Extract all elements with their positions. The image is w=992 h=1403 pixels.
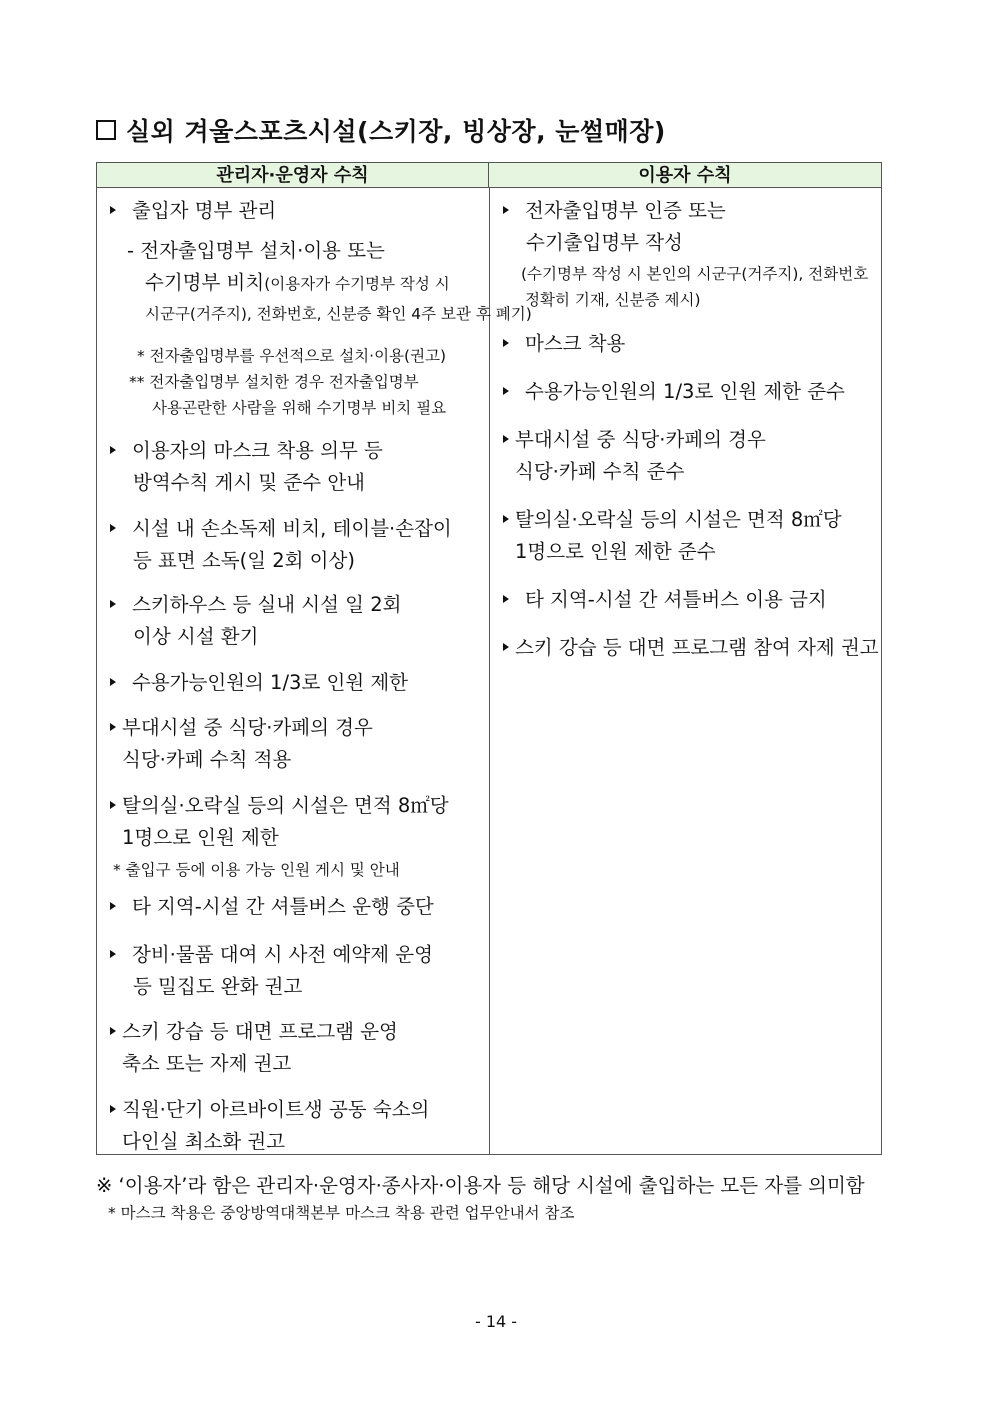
bullet-triangle-icon [110,801,116,809]
right-item-locker-room: 탈의실·오락실 등의 시설은 면적 8㎡당 1명으로 인원 제한 준수 [503,504,842,568]
bullet-triangle-icon [110,902,116,910]
left-item-ski-lessons: 스키 강습 등 대면 프로그램 운영 축소 또는 자제 권고 [110,1016,398,1080]
bullet-triangle-icon [110,524,116,532]
right-item-visitor-log: 전자출입명부 인증 또는 수기출입명부 작성 [503,195,726,259]
left-item-rental-reservation: 장비·물품 대여 시 사전 예약제 운영 등 밀집도 완화 권고 [110,939,433,1003]
bullet-triangle-icon [503,206,509,214]
bullet-triangle-icon [503,515,509,523]
left-subitem-retention: 시군구(거주지), 전화번호, 신분증 확인 4주 보관 후 폐기) [145,305,532,323]
checkbox-square-icon [96,120,116,140]
right-note-manual-log-1: (수기명부 작성 시 본인의 시군구(거주지), 전화번호 [521,265,869,283]
left-item-locker-room: 탈의실·오락실 등의 시설은 면적 8㎡당 1명으로 인원 제한 [110,790,449,854]
left-item-visitor-log: 출입자 명부 관리 [110,195,276,227]
column-divider [489,188,490,1154]
right-item-restaurant: 부대시설 중 식당·카페의 경우 식당·카페 수칙 준수 [503,424,766,488]
left-item-disinfection: 시설 내 손소독제 비치, 테이블·손잡이 등 표면 소독(일 2회 이상) [110,513,452,577]
bullet-triangle-icon [110,678,116,686]
right-item-capacity-limit: 수용가능인원의 1/3로 인원 제한 준수 [503,376,845,408]
left-item-capacity-limit: 수용가능인원의 1/3로 인원 제한 [110,667,408,699]
left-item-mask-notice: 이용자의 마스크 착용 의무 등 방역수칙 게시 및 준수 안내 [110,435,383,499]
footnote-mask-guide: * 마스크 착용은 중앙방역대책본부 마스크 착용 관련 업무안내서 참조 [108,1204,575,1222]
left-note-manual-backup-1: ** 전자출입명부 설치한 경우 전자출입명부 [129,373,419,391]
header-user-rules: 이용자 수칙 [489,163,881,188]
bullet-triangle-icon [110,1027,116,1035]
bullet-triangle-icon [110,446,116,454]
footnote-user-definition: ※ ‘이용자’라 함은 관리자·운영자·종사자·이용자 등 해당 시설에 출입하는 모든 자를 의미함 [96,1174,865,1197]
left-item-ventilation: 스키하우스 등 실내 시설 일 2회 이상 시설 환기 [110,589,401,653]
bullet-triangle-icon [503,435,509,443]
left-subitem-manual-log: 수기명부 비치(이용자가 수기명부 작성 시 [145,271,450,294]
header-operator-rules: 관리자·운영자 수칙 [97,163,489,188]
section-title-text: 실외 겨울스포츠시설(스키장, 빙상장, 눈썰매장) [126,117,666,146]
left-note-electronic-priority: * 전자출입명부를 우선적으로 설치·이용(권고) [137,347,447,365]
bullet-triangle-icon [110,1105,116,1113]
rules-table [96,162,882,1155]
right-item-mask: 마스크 착용 [503,328,625,360]
left-note-capacity-posting: * 출입구 등에 이용 가능 인원 게시 및 안내 [113,861,400,879]
right-item-shuttle: 타 지역-시설 간 셔틀버스 이용 금지 [503,584,827,616]
left-item-shuttle: 타 지역-시설 간 셔틀버스 운행 중단 [110,891,434,923]
bullet-triangle-icon [503,595,509,603]
bullet-triangle-icon [110,723,116,731]
bullet-triangle-icon [503,387,509,395]
bullet-triangle-icon [503,339,509,347]
page-number: - 14 - [474,1312,518,1331]
left-subitem-electronic-log: - 전자출입명부 설치·이용 또는 [127,239,385,262]
left-note-manual-backup-2: 사용곤란한 사람을 위해 수기명부 비치 필요 [152,399,447,417]
left-item-restaurant: 부대시설 중 식당·카페의 경우 식당·카페 수칙 적용 [110,712,373,776]
section-title [96,112,666,148]
bullet-triangle-icon [110,600,116,608]
bullet-triangle-icon [110,206,116,214]
right-item-ski-lessons: 스키 강습 등 대면 프로그램 참여 자제 권고 [503,632,879,664]
left-item-staff-housing: 직원·단기 아르바이트생 공동 숙소의 다인실 최소화 권고 [110,1094,429,1158]
bullet-triangle-icon [503,643,509,651]
bullet-triangle-icon [110,950,116,958]
right-note-manual-log-2: 정확히 기재, 신분증 제시) [525,291,701,309]
